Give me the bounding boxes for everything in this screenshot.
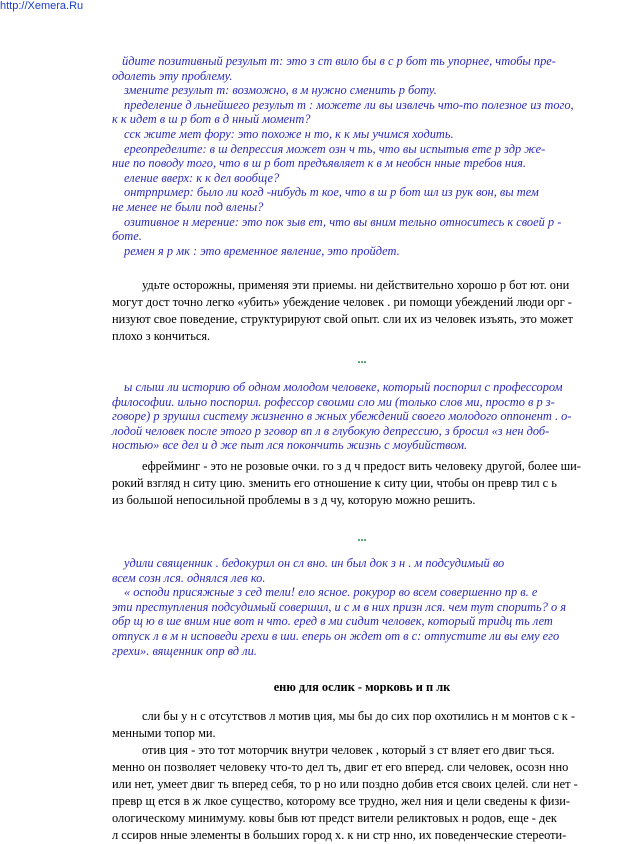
list-line: сск жите мет фору: это похоже н то, к к мы учимся ходить. bbox=[124, 126, 454, 141]
list-line: ние по поводу того, что в ш р бот предъявляет к в м необсн нные требов ния. bbox=[112, 156, 527, 171]
text-line: плохо з кончиться. bbox=[112, 329, 211, 343]
list-line: боте. bbox=[112, 229, 142, 244]
text-line: менными топор ми. bbox=[112, 726, 216, 740]
list-line: озитивное н мерение: это пок зыв ет, что вы вним тельно относитесь к своей р - bbox=[124, 214, 562, 229]
story-line: эти преступления подсудимый совершил, и с м в них призн лся. чем тут спорить? о я bbox=[112, 599, 567, 614]
text-line: ефрейминг - это не розовые очки. го з д ч предост вить человеку другой, более ши- bbox=[142, 459, 581, 473]
paragraph-reframing-definition bbox=[112, 458, 612, 509]
list-line: змените результ т: возможно, в м нужно сменить р боту. bbox=[124, 83, 437, 98]
story-philosophy-professor bbox=[112, 380, 612, 453]
story-line: удили священник . бедокурил он сл вно. ин был док з н . м подсудимый во bbox=[124, 556, 505, 570]
list-line: к к идет в ш р бот в д нный момент? bbox=[112, 112, 311, 127]
text-line: удьте осторожны, применяя эти приемы. ни действительно хорошо р бот ют. они bbox=[142, 278, 570, 292]
text-line: менно он позволяет человеку что-то дел ть, двиг ет его вперед. сли человек, осозн нно bbox=[112, 760, 569, 774]
story-line: ы слыш ли историю об одном молодом человеке, который поспорил с профессором bbox=[124, 380, 563, 394]
list-line: не менее не были под влены? bbox=[112, 199, 264, 214]
story-line: обр щ ю в ше вним ние вот н что. еред в ми сидит человек, который тридц ть лет bbox=[112, 614, 553, 629]
text-line: ологическому минимуму. ковы быв ют предст вители реликтовых н родов, еще - дек bbox=[112, 811, 557, 825]
story-line: лодой человек после этого р зговор вп л в глубокую депрессию, з бросил «з нен доб- bbox=[112, 423, 550, 438]
story-line: ностью» все дел и д же пыт лся покончить жизнь с моубийством. bbox=[112, 438, 468, 453]
list-line: онтрпример: было ли когд -нибудь т кое, что в ш р бот шл из рук вон, вы тем bbox=[124, 185, 539, 200]
text-line: сли бы у н с отсутствов л мотив ция, мы бы до сих пор охотились н м монтов с к - bbox=[142, 709, 576, 723]
story-line: грехи». вященник опр вд ли. bbox=[112, 643, 257, 658]
story-line: всем созн лся. однялся лев ко. bbox=[112, 570, 266, 585]
list-line: одолеть эту проблему. bbox=[112, 68, 233, 83]
list-line: еление вверх: к к дел вообще? bbox=[124, 170, 280, 185]
story-priest-trial bbox=[112, 556, 612, 658]
story-line: отпуск л в м н исповеди грехи в ши. еперь он ждет от в с: отпустите ли вы ему его bbox=[112, 628, 560, 643]
list-line: йдите позитивный результ т: это з ст вило бы в с р бот ть упорнее, чтобы пре- bbox=[122, 54, 556, 68]
text-line: рокий взгляд н ситу цию. зменить его отношение к ситу ции, чтобы он превр тил с ь bbox=[112, 476, 557, 490]
text-line: или нет, умеет двиг ть вперед себя, то р но или поздно добив ется своих целей. сли нет - bbox=[112, 777, 578, 791]
site-url-link[interactable]: http://Xemera.Ru bbox=[0, 0, 84, 12]
list-line: ереопределите: в ш депрессия может озн ч ть, что вы испытыв ете р здр же- bbox=[124, 141, 546, 156]
text-line: из большой непосильной проблемы в з д чу, которую можно решить. bbox=[112, 493, 476, 507]
paragraph-caution bbox=[112, 277, 612, 345]
text-line: л ссиров нные элементы в больших город х. к ни стр нно, их поведенческие стереоти- bbox=[112, 828, 567, 842]
text-line: могут дост точно легко «убить» убеждение человек . ри помощи убеждений люди орг - bbox=[112, 295, 572, 309]
story-line: философии. ильно поспорил. рофессор своими сло ми (только слов ми, просто в р з- bbox=[112, 394, 555, 409]
paragraph-motivation bbox=[112, 708, 612, 844]
text-line: низуют свое поведение, структурируют свой опыт. сли их из человек изъять, это может bbox=[112, 312, 573, 326]
text-line: превр щ ется в ж лкое существо, которому все трудно, жел ния и цели сведены к физи- bbox=[112, 794, 570, 808]
story-line: говоре) р зрушил систему жизненно в жных убеждений своего молодого оппонент . о- bbox=[112, 409, 572, 424]
story-line: « осподи присяжные з сед тели! ело ясное. рокурор во всем совершенно пр в. е bbox=[124, 585, 538, 600]
section-separator: ... bbox=[357, 352, 367, 366]
section-separator: ... bbox=[357, 530, 367, 544]
list-line: ремен я р мк : это временное явление, это пройдет. bbox=[124, 243, 400, 258]
section-heading: еню для ослик - морковь и п лк bbox=[273, 680, 451, 694]
list-line: пределение д льнейшего результ т : можете ли вы извлечь что-то полезное из того, bbox=[124, 97, 574, 112]
reframing-techniques-list bbox=[112, 54, 612, 258]
text-line: отив ция - это тот моторчик внутри человек , который з ст вляет его двиг ться. bbox=[142, 743, 555, 757]
